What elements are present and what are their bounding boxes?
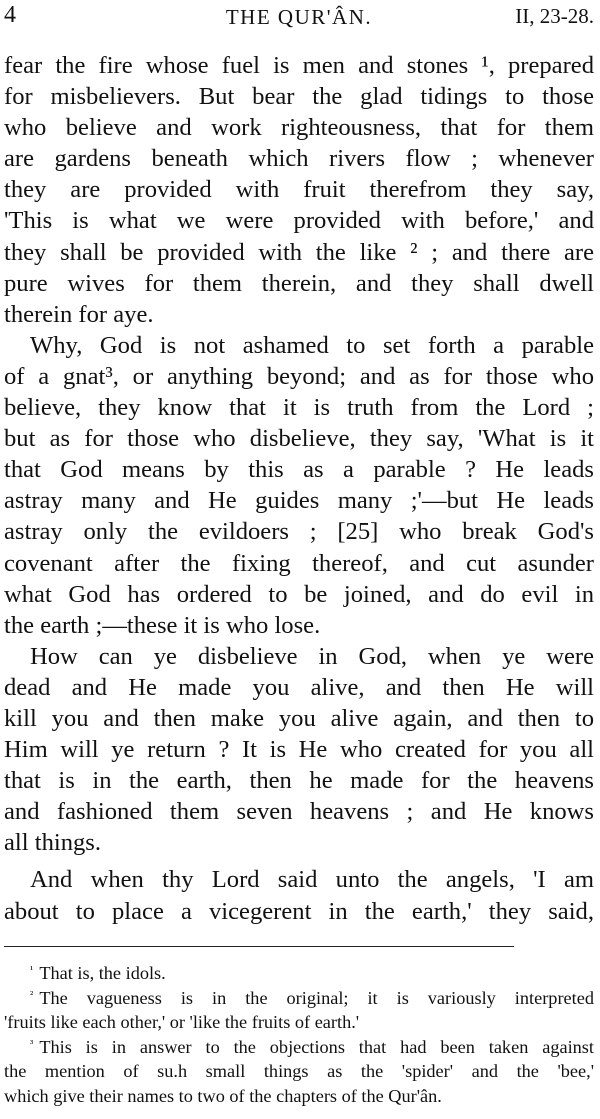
page-number: 4: [4, 2, 16, 28]
text-line: of a gnat³, or anything beyond; and as for those who: [4, 362, 594, 390]
footnote-text: This is in answer to the objections that had been taken against: [39, 1036, 594, 1057]
text-line: pure wives for them therein, and they shall dwell: [4, 269, 594, 297]
chapter-verse-reference: II, 23-28.: [515, 4, 594, 28]
paragraph: [4, 864, 594, 926]
footnote-2: [4, 986, 594, 1035]
footnote-3: [4, 1035, 594, 1109]
footnote-rule: [4, 946, 514, 947]
text-line: they shall be provided with the like ² ; and there are: [4, 238, 594, 266]
text-line: that is in the earth, then he made for the heavens: [4, 767, 594, 795]
text-line: what God has ordered to be joined, and do evil in: [4, 580, 594, 608]
footnote-line: [4, 986, 594, 1011]
footnote-1: [4, 961, 594, 986]
text-line: are gardens beneath which rivers flow ; whenever: [4, 145, 594, 173]
footnote-line: [4, 1035, 594, 1060]
text-line: believe, they know that it is truth from the Lord ;: [4, 394, 594, 422]
footnote-text: The vagueness is in the original; it is variously interpreted: [39, 987, 594, 1008]
footnote-line: the mention of su.h small things as the 'spider' and the 'bee,': [4, 1061, 594, 1081]
paragraph: [4, 50, 594, 330]
text-line: they are provided with fruit therefrom they say,: [4, 176, 594, 204]
text-line: dead and He made you alive, and then He will: [4, 673, 594, 701]
paragraph: [4, 641, 594, 859]
footnotes: [4, 961, 594, 1108]
text-line: for misbelievers. But bear the glad tidings to those: [4, 83, 594, 111]
footnote-line: which give their names to two of the chapters of the Qur'ân.: [4, 1085, 442, 1106]
text-line: therein for aye.: [4, 300, 154, 328]
text-line: about to place a vicegerent in the earth,' they said,: [4, 897, 594, 925]
text-line: And when thy Lord said unto the angels, 'I am: [30, 866, 594, 894]
text-line: covenant after the fixing thereof, and cut asunder: [4, 549, 594, 577]
footnote-line: 'fruits like each other,' or 'like the fruits of earth.': [4, 1012, 360, 1032]
text-line: the earth ;—these it is who lose.: [4, 611, 321, 639]
text-line: Why, God is not ashamed to set forth a parable: [30, 331, 594, 359]
text-line: all things.: [4, 829, 102, 857]
footnote-text: That is, the idols.: [39, 963, 166, 983]
text-line: fear the fire whose fuel is men and stones ¹, prepared: [4, 52, 594, 79]
text-line: who believe and work righteousness, that for them: [4, 114, 594, 142]
running-title: THE QUR'ÂN.: [225, 5, 373, 29]
main-text: [4, 50, 594, 927]
text-line: astray many and He guides many ;'—but He leads: [4, 487, 594, 515]
text-line: kill you and then make you alive again, and then to: [4, 704, 594, 732]
footnote-line: [4, 961, 594, 986]
text-line: and fashioned them seven heavens ; and He knows: [4, 798, 594, 826]
paragraph: [4, 330, 594, 641]
footnote-marker: ¹: [30, 964, 34, 976]
text-line: 'This is what we were provided with before,' and: [4, 207, 594, 235]
text-line: Him will ye return ? It is He who created for you all: [4, 736, 594, 764]
text-line: How can ye disbelieve in God, when ye were: [30, 642, 594, 670]
text-line: astray only the evildoers ; [25] who break God's: [4, 518, 594, 546]
footnote-marker: ³: [30, 1037, 34, 1050]
text-line: that God means by this as a parable ? He leads: [4, 456, 594, 484]
running-head: [4, 2, 594, 36]
text-line: but as for those who disbelieve, they say, 'What is it: [4, 425, 594, 453]
footnote-marker: ²: [30, 988, 34, 1001]
